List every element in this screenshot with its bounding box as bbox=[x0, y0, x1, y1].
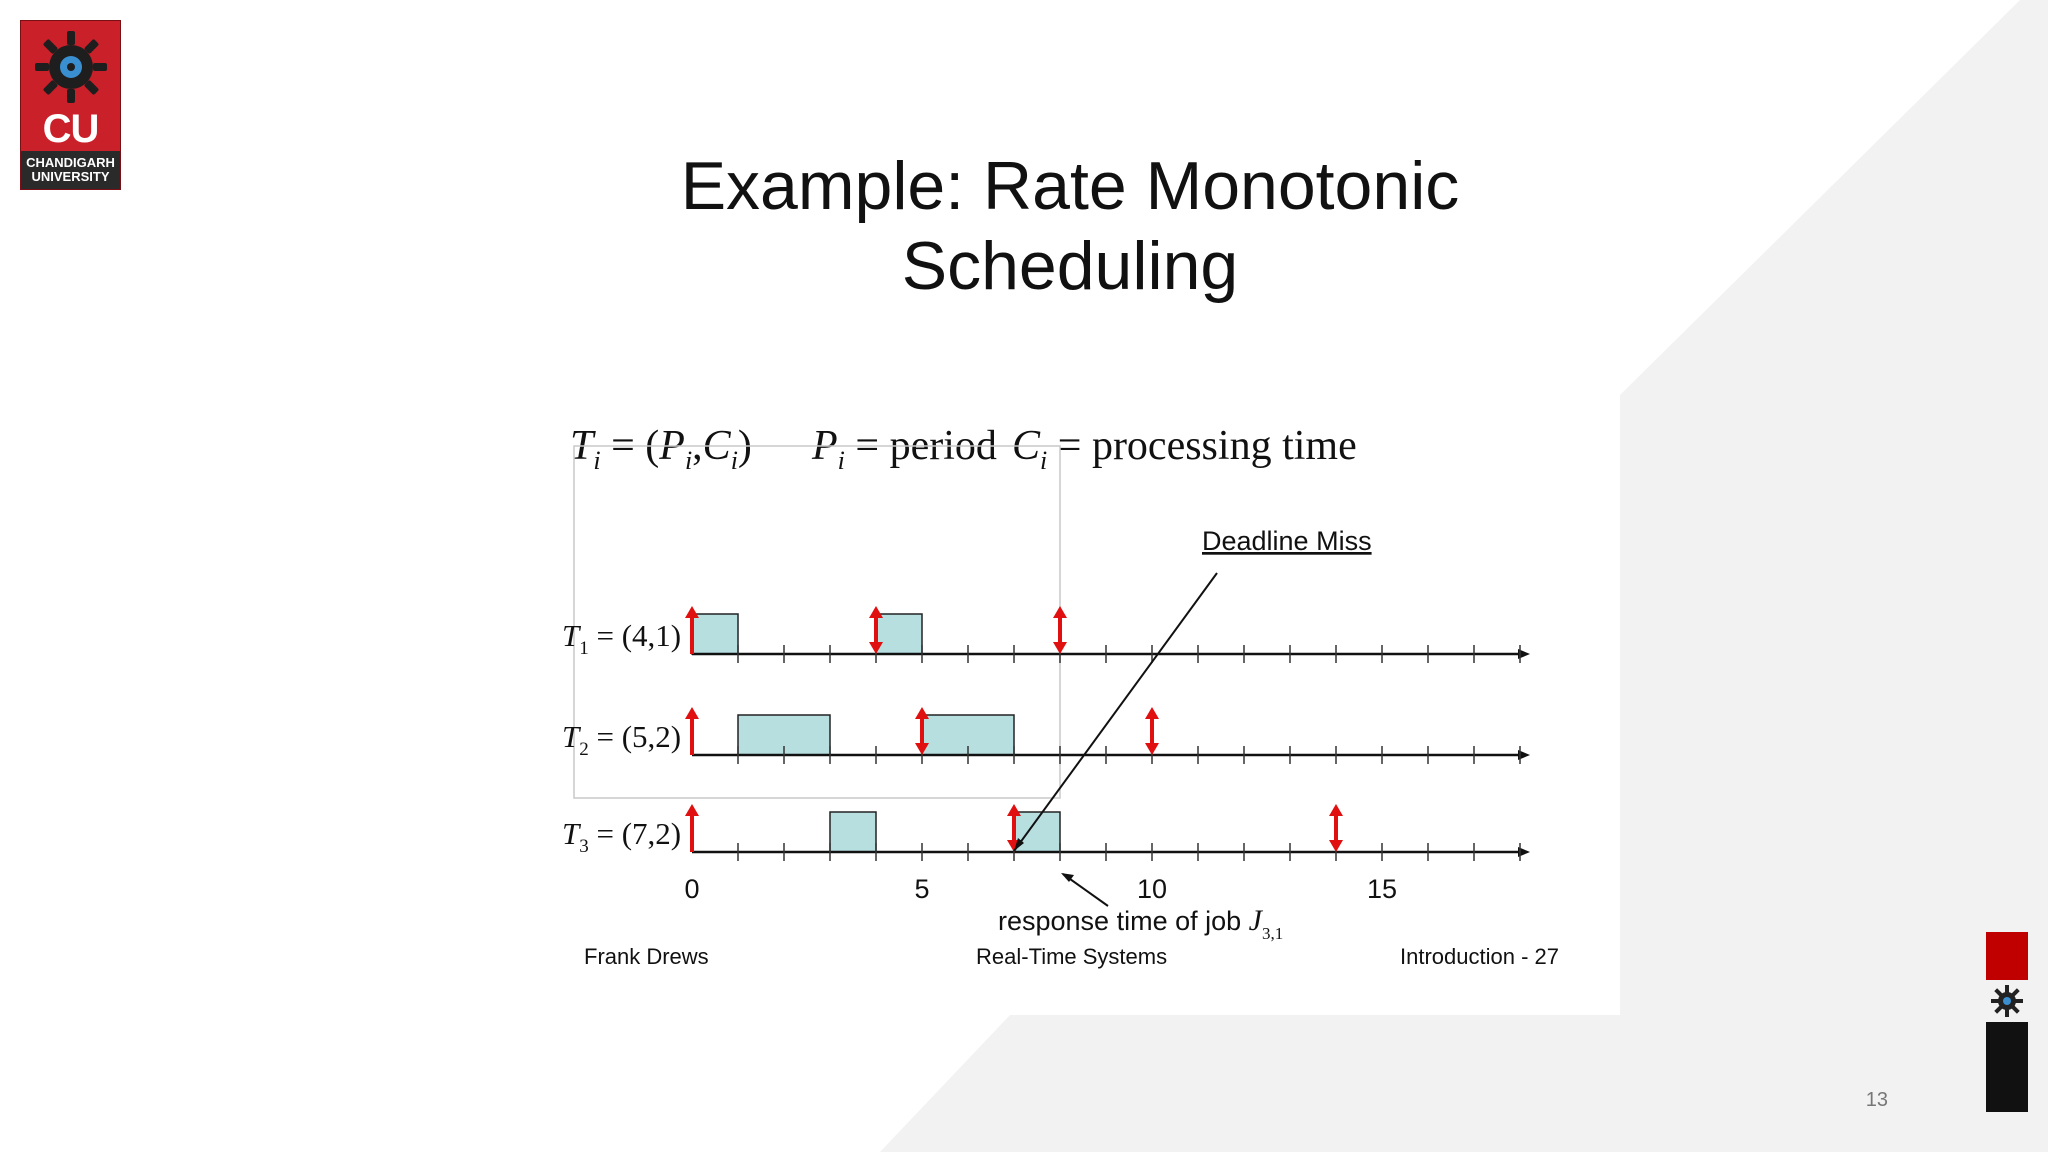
release-arrowhead bbox=[685, 707, 699, 719]
axis-label: 15 bbox=[1366, 874, 1398, 904]
release-arrowhead bbox=[1053, 606, 1067, 618]
side-accent-black bbox=[1986, 1022, 2028, 1112]
time-axis-labels bbox=[684, 874, 1397, 904]
slide-title bbox=[600, 146, 1540, 306]
logo-emblem-icon bbox=[31, 27, 111, 107]
deadline-arrowhead bbox=[1053, 642, 1067, 654]
side-cog-icon bbox=[1990, 984, 2024, 1018]
response-time-label: response time of job $J_{3,1}$ bbox=[998, 904, 1284, 943]
task-label-1: $T_1 = (4,1)$ bbox=[562, 618, 682, 659]
footer-section: Introduction - 27 bbox=[1400, 944, 1559, 969]
deadline-arrowhead bbox=[1145, 743, 1159, 755]
rm-schedule-diagram bbox=[540, 410, 1580, 970]
deadline-miss-pointer bbox=[1014, 573, 1217, 851]
release-arrowhead bbox=[1329, 804, 1343, 816]
axis-label: 5 bbox=[914, 874, 930, 904]
slide-number: 13 bbox=[1865, 1089, 1888, 1111]
schedule-rows bbox=[562, 606, 1530, 861]
task-definition-formula: $T_i = (P_i,C_i)$ bbox=[570, 423, 752, 475]
deadline-miss-label: Deadline Miss bbox=[1202, 526, 1372, 556]
release-arrowhead bbox=[685, 606, 699, 618]
deadline-arrowhead bbox=[1329, 840, 1343, 852]
execution-block bbox=[876, 614, 922, 654]
release-arrowhead bbox=[685, 804, 699, 816]
side-accent-red bbox=[1986, 932, 2028, 980]
university-logo bbox=[20, 20, 121, 190]
release-arrowhead bbox=[915, 707, 929, 719]
axis-label: 10 bbox=[1136, 874, 1168, 904]
release-arrowhead bbox=[1145, 707, 1159, 719]
axis-label: 0 bbox=[684, 874, 700, 904]
task-label-2: $T_2 = (5,2)$ bbox=[562, 719, 682, 760]
processing-time-definition: $C_i$ = processing time bbox=[1012, 423, 1357, 475]
release-arrowhead bbox=[869, 606, 883, 618]
slide-title-line2: Scheduling bbox=[901, 228, 1239, 304]
footer-author: Frank Drews bbox=[584, 944, 709, 969]
release-arrowhead bbox=[1007, 804, 1021, 816]
execution-block bbox=[692, 614, 738, 654]
footer-course: Real-Time Systems bbox=[976, 944, 1168, 969]
period-definition: $P_i$ = period bbox=[812, 423, 997, 475]
logo-abbreviation: CU bbox=[42, 107, 99, 151]
task-label-3: $T_3 = (7,2)$ bbox=[562, 816, 682, 857]
execution-block bbox=[830, 812, 876, 852]
logo-university-name: CHANDIGARH UNIVERSITY bbox=[21, 151, 120, 189]
slide-title-line1: Example: Rate Monotonic bbox=[680, 148, 1460, 224]
